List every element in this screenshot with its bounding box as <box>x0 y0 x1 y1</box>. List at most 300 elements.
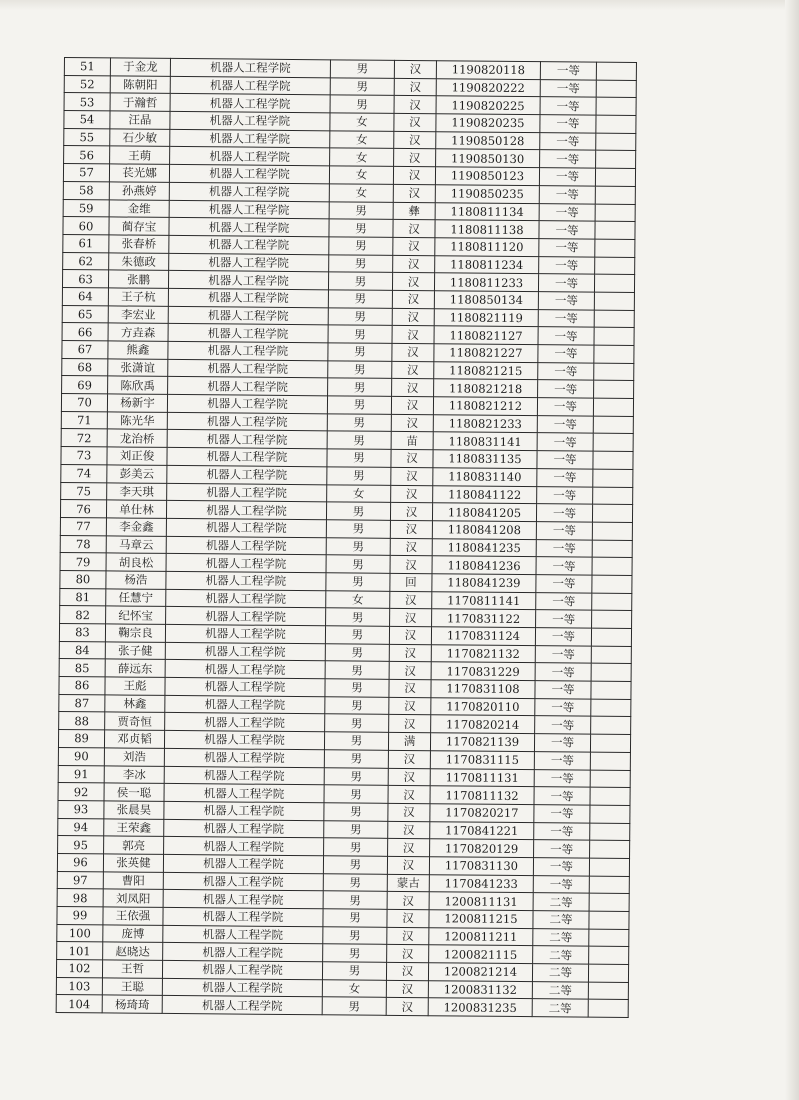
student-name-cell: 纪怀宝 <box>106 606 166 624</box>
student-name-cell: 苌光娜 <box>109 164 169 182</box>
student-name-cell: 龙治桥 <box>107 429 167 447</box>
ethnicity-cell: 汉 <box>392 343 434 361</box>
student-name-cell: 李宏业 <box>108 306 168 324</box>
ethnicity-cell: 汉 <box>391 467 433 485</box>
row-number-cell: 77 <box>60 517 106 535</box>
ethnicity-cell: 汉 <box>387 892 429 910</box>
gender-cell: 男 <box>329 219 393 237</box>
student-id-cell: 1170831115 <box>430 751 534 770</box>
student-name-cell: 马章云 <box>106 535 166 553</box>
student-id-cell: 1190850130 <box>436 149 540 168</box>
ethnicity-cell: 汉 <box>388 839 430 857</box>
empty-cell <box>593 434 633 452</box>
row-number-cell: 74 <box>61 464 107 482</box>
college-cell: 机器人工程学院 <box>166 518 326 537</box>
empty-cell <box>590 823 630 841</box>
gender-cell: 女 <box>330 113 394 131</box>
award-level-cell: 一等 <box>537 398 593 416</box>
college-cell: 机器人工程学院 <box>169 218 329 237</box>
gender-cell: 女 <box>329 184 393 202</box>
gender-cell: 男 <box>325 714 389 732</box>
college-cell: 机器人工程学院 <box>165 713 325 732</box>
college-cell: 机器人工程学院 <box>168 271 328 290</box>
student-id-cell: 1180821227 <box>434 344 538 363</box>
college-cell: 机器人工程学院 <box>166 589 326 608</box>
student-name-cell: 刘凤阳 <box>103 889 163 907</box>
row-number-cell: 80 <box>60 570 106 588</box>
gender-cell: 男 <box>324 838 388 856</box>
award-level-cell: 一等 <box>537 433 593 451</box>
award-level-cell: 一等 <box>540 150 596 168</box>
student-name-cell: 于瀚哲 <box>110 93 170 111</box>
gender-cell: 男 <box>328 290 392 308</box>
student-name-cell: 陈朝阳 <box>110 76 170 94</box>
award-level-cell: 一等 <box>540 62 596 80</box>
ethnicity-cell: 汉 <box>390 538 432 556</box>
row-number-cell: 88 <box>59 712 105 730</box>
student-name-cell: 张英健 <box>103 854 163 872</box>
ethnicity-cell: 汉 <box>392 326 434 344</box>
empty-cell <box>592 540 632 558</box>
student-name-cell: 庞博 <box>103 925 163 943</box>
row-number-cell: 89 <box>58 730 104 748</box>
college-cell: 机器人工程学院 <box>166 536 326 555</box>
row-number-cell: 53 <box>64 93 110 111</box>
gender-cell: 男 <box>330 95 394 113</box>
row-number-cell: 76 <box>60 500 106 518</box>
student-id-cell: 1190850123 <box>435 167 539 186</box>
roster-body <box>56 58 636 1018</box>
ethnicity-cell: 汉 <box>393 255 435 273</box>
empty-cell <box>589 876 629 894</box>
empty-cell <box>589 946 629 964</box>
student-id-cell: 1180831141 <box>433 432 537 451</box>
student-name-cell: 郭亮 <box>104 836 164 854</box>
empty-cell <box>595 221 635 239</box>
award-level-cell: 一等 <box>534 787 590 805</box>
row-number-cell: 63 <box>62 270 108 288</box>
award-level-cell: 一等 <box>534 751 590 769</box>
ethnicity-cell: 汉 <box>390 503 432 521</box>
gender-cell: 女 <box>322 980 386 998</box>
ethnicity-cell: 汉 <box>388 786 430 804</box>
college-cell: 机器人工程学院 <box>167 448 327 467</box>
college-cell: 机器人工程学院 <box>169 235 329 254</box>
gender-cell: 男 <box>326 537 390 555</box>
ethnicity-cell: 彝 <box>393 202 435 220</box>
row-number-cell: 52 <box>64 75 110 93</box>
student-name-cell: 张晨昊 <box>104 801 164 819</box>
student-name-cell: 王彪 <box>105 677 165 695</box>
student-id-cell: 1170820214 <box>431 715 535 734</box>
college-cell: 机器人工程学院 <box>164 801 324 820</box>
award-level-cell: 一等 <box>540 115 596 133</box>
row-number-cell: 93 <box>58 800 104 818</box>
college-cell: 机器人工程学院 <box>163 925 323 944</box>
empty-cell <box>594 327 634 345</box>
student-id-cell: 1200831132 <box>428 980 532 999</box>
college-cell: 机器人工程学院 <box>165 677 325 696</box>
ethnicity-cell: 汉 <box>392 379 434 397</box>
row-number-cell: 102 <box>56 960 102 978</box>
student-id-cell: 1200811211 <box>429 927 533 946</box>
student-id-cell: 1170841233 <box>429 874 533 893</box>
empty-cell <box>590 734 630 752</box>
ethnicity-cell: 汉 <box>386 998 428 1016</box>
ethnicity-cell: 汉 <box>386 962 428 980</box>
student-id-cell: 1180821212 <box>433 397 537 416</box>
award-level-cell: 二等 <box>532 981 588 999</box>
student-id-cell: 1180841236 <box>432 556 536 575</box>
row-number-cell: 79 <box>60 553 106 571</box>
gender-cell: 男 <box>326 502 390 520</box>
student-id-cell: 1180841122 <box>433 485 537 504</box>
award-level-cell: 一等 <box>539 203 595 221</box>
college-cell: 机器人工程学院 <box>168 359 328 378</box>
student-id-cell: 1170820217 <box>430 804 534 823</box>
college-cell: 机器人工程学院 <box>166 607 326 626</box>
student-name-cell: 李冰 <box>104 765 164 783</box>
student-name-cell: 侯一聪 <box>104 783 164 801</box>
college-cell: 机器人工程学院 <box>169 165 329 184</box>
student-name-cell: 刘正俊 <box>107 447 167 465</box>
gender-cell: 男 <box>326 555 390 573</box>
student-name-cell: 石少敏 <box>110 129 170 147</box>
ethnicity-cell: 汉 <box>391 396 433 414</box>
ethnicity-cell: 蒙古 <box>387 874 429 892</box>
ethnicity-cell: 汉 <box>388 750 430 768</box>
student-name-cell: 胡良松 <box>106 553 166 571</box>
scan-shadow-top <box>0 0 799 10</box>
award-level-cell: 一等 <box>538 292 594 310</box>
row-number-cell: 69 <box>62 376 108 394</box>
college-cell: 机器人工程学院 <box>170 111 330 130</box>
college-cell: 机器人工程学院 <box>167 483 327 502</box>
college-cell: 机器人工程学院 <box>170 76 330 95</box>
gender-cell: 男 <box>322 997 386 1015</box>
student-name-cell: 金维 <box>109 199 169 217</box>
award-level-cell: 一等 <box>538 362 594 380</box>
ethnicity-cell: 回 <box>390 573 432 591</box>
student-name-cell: 薛远东 <box>105 659 165 677</box>
empty-cell <box>592 575 632 593</box>
ethnicity-cell: 汉 <box>391 414 433 432</box>
student-name-cell: 杨新宇 <box>107 394 167 412</box>
gender-cell: 男 <box>327 431 391 449</box>
student-id-cell: 1180821233 <box>433 414 537 433</box>
student-id-cell: 1190820118 <box>436 61 540 80</box>
empty-cell <box>589 911 629 929</box>
award-level-cell: 一等 <box>538 380 594 398</box>
empty-cell <box>591 717 631 735</box>
gender-cell: 女 <box>329 166 393 184</box>
award-level-cell: 一等 <box>539 221 595 239</box>
student-id-cell: 1170811141 <box>432 591 536 610</box>
award-level-cell: 一等 <box>534 734 590 752</box>
award-level-cell: 一等 <box>540 132 596 150</box>
college-cell: 机器人工程学院 <box>162 960 322 979</box>
student-id-cell: 1170821132 <box>431 644 535 663</box>
student-name-cell: 杨琦琦 <box>102 995 162 1013</box>
student-name-cell: 任慧宁 <box>106 589 166 607</box>
award-level-cell: 一等 <box>536 557 592 575</box>
gender-cell: 男 <box>325 661 389 679</box>
student-name-cell: 杨浩 <box>106 571 166 589</box>
award-level-cell: 一等 <box>538 274 594 292</box>
row-number-cell: 59 <box>63 199 109 217</box>
student-name-cell: 张子健 <box>105 642 165 660</box>
gender-cell: 男 <box>323 891 387 909</box>
college-cell: 机器人工程学院 <box>166 501 326 520</box>
college-cell: 机器人工程学院 <box>164 766 324 785</box>
gender-cell: 男 <box>328 307 392 325</box>
student-id-cell: 1190820225 <box>436 96 540 115</box>
row-number-cell: 97 <box>57 871 103 889</box>
empty-cell <box>591 663 631 681</box>
college-cell: 机器人工程学院 <box>167 430 327 449</box>
student-id-cell: 1190850235 <box>435 185 539 204</box>
ethnicity-cell: 汉 <box>388 821 430 839</box>
college-cell: 机器人工程学院 <box>165 660 325 679</box>
college-cell: 机器人工程学院 <box>170 129 330 148</box>
gender-cell: 男 <box>329 201 393 219</box>
gender-cell: 男 <box>328 325 392 343</box>
row-number-cell: 83 <box>59 623 105 641</box>
ethnicity-cell: 汉 <box>390 520 432 538</box>
student-id-cell: 1170841221 <box>430 821 534 840</box>
award-level-cell: 一等 <box>538 327 594 345</box>
ethnicity-cell: 汉 <box>387 945 429 963</box>
student-name-cell: 孙燕婷 <box>109 182 169 200</box>
row-number-cell: 96 <box>57 853 103 871</box>
gender-cell: 男 <box>329 254 393 272</box>
award-level-cell: 一等 <box>537 486 593 504</box>
award-level-cell: 一等 <box>539 168 595 186</box>
ethnicity-cell: 汉 <box>390 556 432 574</box>
award-level-cell: 一等 <box>537 451 593 469</box>
empty-cell <box>588 1000 628 1018</box>
college-cell: 机器人工程学院 <box>168 324 328 343</box>
award-level-cell: 一等 <box>533 858 589 876</box>
row-number-cell: 85 <box>59 659 105 677</box>
student-name-cell: 陈欣禹 <box>108 376 168 394</box>
empty-cell <box>593 451 633 469</box>
award-roster-table <box>56 57 637 1018</box>
empty-cell <box>596 80 636 98</box>
award-level-cell: 一等 <box>535 628 591 646</box>
ethnicity-cell: 苗 <box>391 432 433 450</box>
gender-cell: 男 <box>327 467 391 485</box>
row-number-cell: 82 <box>60 606 106 624</box>
college-cell: 机器人工程学院 <box>167 465 327 484</box>
empty-cell <box>592 504 632 522</box>
gender-cell: 男 <box>324 820 388 838</box>
award-level-cell: 一等 <box>534 822 590 840</box>
row-number-cell: 72 <box>61 429 107 447</box>
college-cell: 机器人工程学院 <box>169 200 329 219</box>
student-id-cell: 1200821214 <box>428 963 532 982</box>
award-level-cell: 一等 <box>534 769 590 787</box>
scan-shadow-right <box>785 0 799 1100</box>
student-name-cell: 王依强 <box>103 907 163 925</box>
award-level-cell: 一等 <box>536 592 592 610</box>
ethnicity-cell: 汉 <box>389 662 431 680</box>
gender-cell: 男 <box>324 785 388 803</box>
college-cell: 机器人工程学院 <box>170 58 330 77</box>
ethnicity-cell: 汉 <box>389 715 431 733</box>
gender-cell: 男 <box>326 520 390 538</box>
award-level-cell: 二等 <box>532 964 588 982</box>
award-level-cell: 一等 <box>536 504 592 522</box>
row-number-cell: 58 <box>63 181 109 199</box>
award-level-cell: 二等 <box>533 946 589 964</box>
empty-cell <box>588 982 628 1000</box>
gender-cell: 男 <box>324 803 388 821</box>
award-level-cell: 一等 <box>534 805 590 823</box>
gender-cell: 男 <box>325 697 389 715</box>
empty-cell <box>594 274 634 292</box>
ethnicity-cell: 汉 <box>394 78 436 96</box>
college-cell: 机器人工程学院 <box>168 341 328 360</box>
student-id-cell: 1170831229 <box>431 662 535 681</box>
student-id-cell: 1190850128 <box>436 131 540 150</box>
student-id-cell: 1180831135 <box>433 450 537 469</box>
row-number-cell: 61 <box>63 234 109 252</box>
empty-cell <box>596 62 636 80</box>
gender-cell: 男 <box>325 643 389 661</box>
row-number-cell: 104 <box>56 995 102 1013</box>
award-level-cell: 一等 <box>537 415 593 433</box>
award-level-cell: 一等 <box>536 610 592 628</box>
student-id-cell: 1170820110 <box>431 697 535 716</box>
student-id-cell: 1180841239 <box>432 574 536 593</box>
empty-cell <box>593 469 633 487</box>
ethnicity-cell: 汉 <box>394 113 436 131</box>
student-name-cell: 朱德政 <box>109 252 169 270</box>
award-level-cell: 二等 <box>533 893 589 911</box>
gender-cell: 男 <box>323 856 387 874</box>
gender-cell: 男 <box>328 272 392 290</box>
empty-cell <box>593 416 633 434</box>
row-number-cell: 81 <box>60 588 106 606</box>
ethnicity-cell: 汉 <box>392 308 434 326</box>
college-cell: 机器人工程学院 <box>168 288 328 307</box>
student-id-cell: 1180811233 <box>434 273 538 292</box>
student-id-cell: 1170820129 <box>430 839 534 858</box>
empty-cell <box>591 699 631 717</box>
empty-cell <box>595 186 635 204</box>
gender-cell: 女 <box>327 484 391 502</box>
empty-cell <box>591 628 631 646</box>
row-number-cell: 94 <box>58 818 104 836</box>
row-number-cell: 78 <box>60 535 106 553</box>
row-number-cell: 95 <box>58 836 104 854</box>
empty-cell <box>596 151 636 169</box>
empty-cell <box>596 133 636 151</box>
award-level-cell: 一等 <box>539 256 595 274</box>
student-id-cell: 1180811134 <box>435 202 539 221</box>
ethnicity-cell: 汉 <box>387 927 429 945</box>
gender-cell: 男 <box>328 343 392 361</box>
row-number-cell: 54 <box>64 111 110 129</box>
student-name-cell: 张春桥 <box>109 235 169 253</box>
gender-cell: 男 <box>323 926 387 944</box>
row-number-cell: 57 <box>63 164 109 182</box>
row-number-cell: 101 <box>57 942 103 960</box>
award-level-cell: 二等 <box>533 911 589 929</box>
ethnicity-cell: 汉 <box>386 980 428 998</box>
college-cell: 机器人工程学院 <box>165 695 325 714</box>
student-name-cell: 汪晶 <box>110 111 170 129</box>
college-cell: 机器人工程学院 <box>163 907 323 926</box>
gender-cell: 男 <box>329 237 393 255</box>
ethnicity-cell: 汉 <box>389 697 431 715</box>
empty-cell <box>590 770 630 788</box>
ethnicity-cell: 汉 <box>389 644 431 662</box>
empty-cell <box>595 239 635 257</box>
award-level-cell: 一等 <box>539 239 595 257</box>
college-cell: 机器人工程学院 <box>165 624 325 643</box>
award-level-cell: 二等 <box>532 999 588 1017</box>
college-cell: 机器人工程学院 <box>168 306 328 325</box>
empty-cell <box>594 310 634 328</box>
college-cell: 机器人工程学院 <box>162 978 322 997</box>
student-name-cell: 于金龙 <box>110 58 170 76</box>
college-cell: 机器人工程学院 <box>162 996 322 1015</box>
student-id-cell: 1170811131 <box>430 768 534 787</box>
row-number-cell: 103 <box>56 977 102 995</box>
award-level-cell: 一等 <box>536 522 592 540</box>
gender-cell: 男 <box>325 626 389 644</box>
row-number-cell: 87 <box>59 694 105 712</box>
student-name-cell: 张潇谊 <box>108 359 168 377</box>
student-name-cell: 王荣鑫 <box>104 818 164 836</box>
student-name-cell: 王聪 <box>102 978 162 996</box>
gender-cell: 男 <box>323 944 387 962</box>
award-level-cell: 一等 <box>538 345 594 363</box>
college-cell: 机器人工程学院 <box>163 890 323 909</box>
row-number-cell: 84 <box>59 641 105 659</box>
gender-cell: 男 <box>326 608 390 626</box>
student-id-cell: 1180841208 <box>432 521 536 540</box>
table-row <box>56 995 628 1018</box>
gender-cell: 男 <box>328 378 392 396</box>
row-number-cell: 91 <box>58 765 104 783</box>
row-number-cell: 71 <box>61 411 107 429</box>
student-name-cell: 方垚森 <box>108 323 168 341</box>
student-id-cell: 1180821215 <box>434 361 538 380</box>
ethnicity-cell: 汉 <box>393 237 435 255</box>
gender-cell: 男 <box>327 414 391 432</box>
student-name-cell: 林鑫 <box>105 695 165 713</box>
college-cell: 机器人工程学院 <box>167 412 327 431</box>
award-level-cell: 一等 <box>540 97 596 115</box>
student-name-cell: 鞠宗良 <box>105 624 165 642</box>
gender-cell: 男 <box>323 873 387 891</box>
empty-cell <box>589 858 629 876</box>
college-cell: 机器人工程学院 <box>163 854 323 873</box>
college-cell: 机器人工程学院 <box>170 147 330 166</box>
empty-cell <box>592 610 632 628</box>
student-name-cell: 王萌 <box>110 146 170 164</box>
empty-cell <box>590 787 630 805</box>
student-id-cell: 1170831108 <box>431 680 535 699</box>
empty-cell <box>594 381 634 399</box>
empty-cell <box>596 98 636 116</box>
row-number-cell: 98 <box>57 889 103 907</box>
gender-cell: 男 <box>330 78 394 96</box>
ethnicity-cell: 汉 <box>392 290 434 308</box>
